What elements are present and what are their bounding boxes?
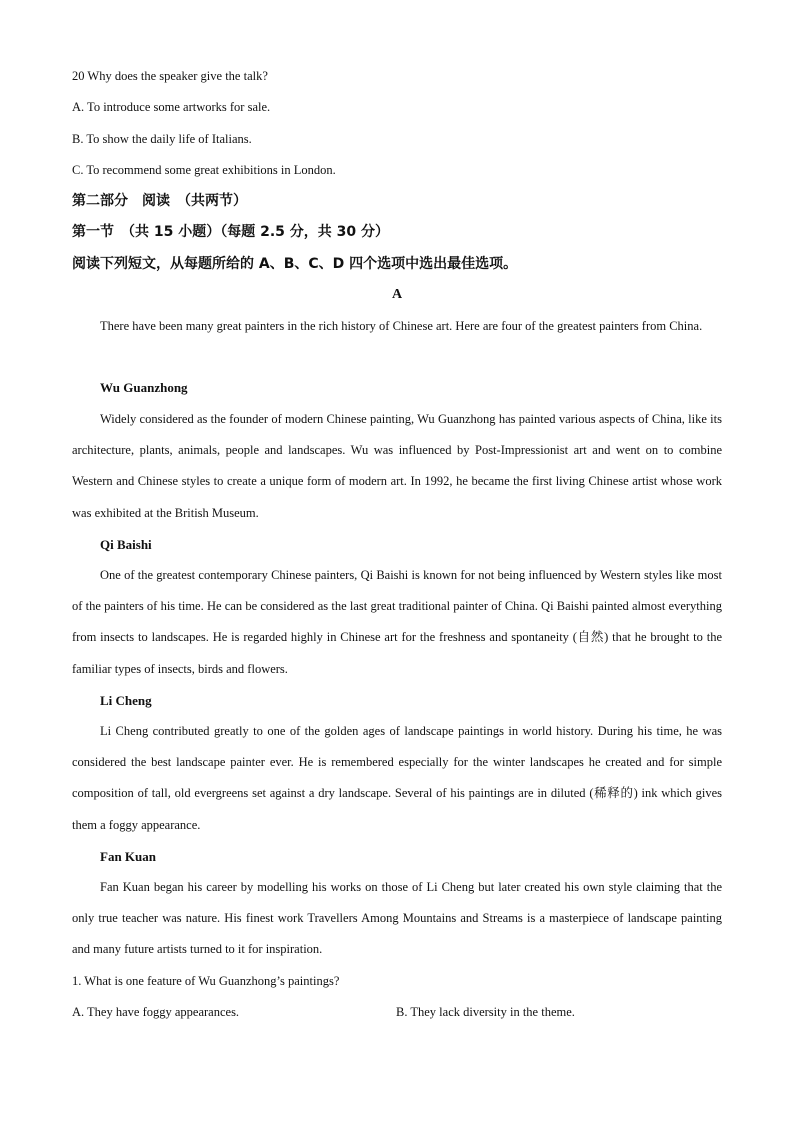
subsection-title: 第一节 （共 15 小题）（每题 2.5 分，共 30 分） — [72, 224, 390, 240]
question-1-option-b: B. They lack diversity in the theme. — [396, 1005, 575, 1019]
part-title: 第二部分 阅读 （共两节） — [72, 193, 247, 209]
painter-text-fan-kuan: Fan Kuan began his career by modelling his works on those of Li Cheng but later created his own style claiming that the only true teacher was nature. His finest work Travellers Among Mountains and Streams is a masterpiece of landscape painting and many future artists turned to it for inspiration. — [72, 880, 722, 957]
listening-option-c: C. To recommend some great exhibitions in London. — [72, 163, 336, 177]
painter-heading-wu-guanzhong: Wu Guanzhong — [100, 380, 188, 395]
passage-label: A — [391, 287, 403, 302]
reading-instruction: 阅读下列短文，从每题所给的 A、B、C、D 四个选项中选出最佳选项。 — [72, 256, 518, 272]
question-1-option-a: A. They have foggy appearances. — [72, 1005, 240, 1019]
painter-heading-qi-baishi: Qi Baishi — [100, 537, 152, 552]
listening-question-20: 20 Why does the speaker give the talk? — [72, 69, 268, 83]
question-1-stem: 1. What is one feature of Wu Guanzhong’s paintings? — [72, 974, 340, 988]
passage-intro: There have been many great painters in the rich history of Chinese art. Here are four of the greatest painters from China. — [100, 319, 703, 333]
painter-heading-li-cheng: Li Cheng — [100, 693, 152, 708]
painter-text-qi-baishi: One of the greatest contemporary Chinese painters, Qi Baishi is known for not being influenced by Western styles like most of the painters of his time. He can be considered as the last great traditional painter of China. Qi Baishi painted almost everything from insects to landscapes. He is regarded highly in Chinese art for the freshness and spontaneity (自然) that he brought to the familiar types of insects, birds and flowers. — [72, 568, 722, 676]
listening-option-a: A. To introduce some artworks for sale. — [72, 100, 271, 114]
listening-option-b: B. To show the daily life of Italians. — [72, 132, 252, 146]
painter-heading-fan-kuan: Fan Kuan — [100, 849, 156, 864]
painter-text-li-cheng: Li Cheng contributed greatly to one of the golden ages of landscape paintings in world history. During his time, he was considered the best landscape painter ever. He is remembered especially for the winter landscapes he created and for simple composition of tall, old evergreens set against a dry landscape. Several of his paintings are in diluted (稀释的) ink which gives them a foggy appearance. — [72, 724, 722, 832]
painter-text-wu-guanzhong: Widely considered as the founder of modern Chinese painting, Wu Guanzhong has painted various aspects of China, like its architecture, plants, animals, people and landscapes. Wu was influenced by Post-Impressionist art and went on to combine Western and Chinese styles to create a unique form of modern art. In 1992, he became the first living Chinese artist whose work was exhibited at the British Museum. — [72, 412, 722, 520]
